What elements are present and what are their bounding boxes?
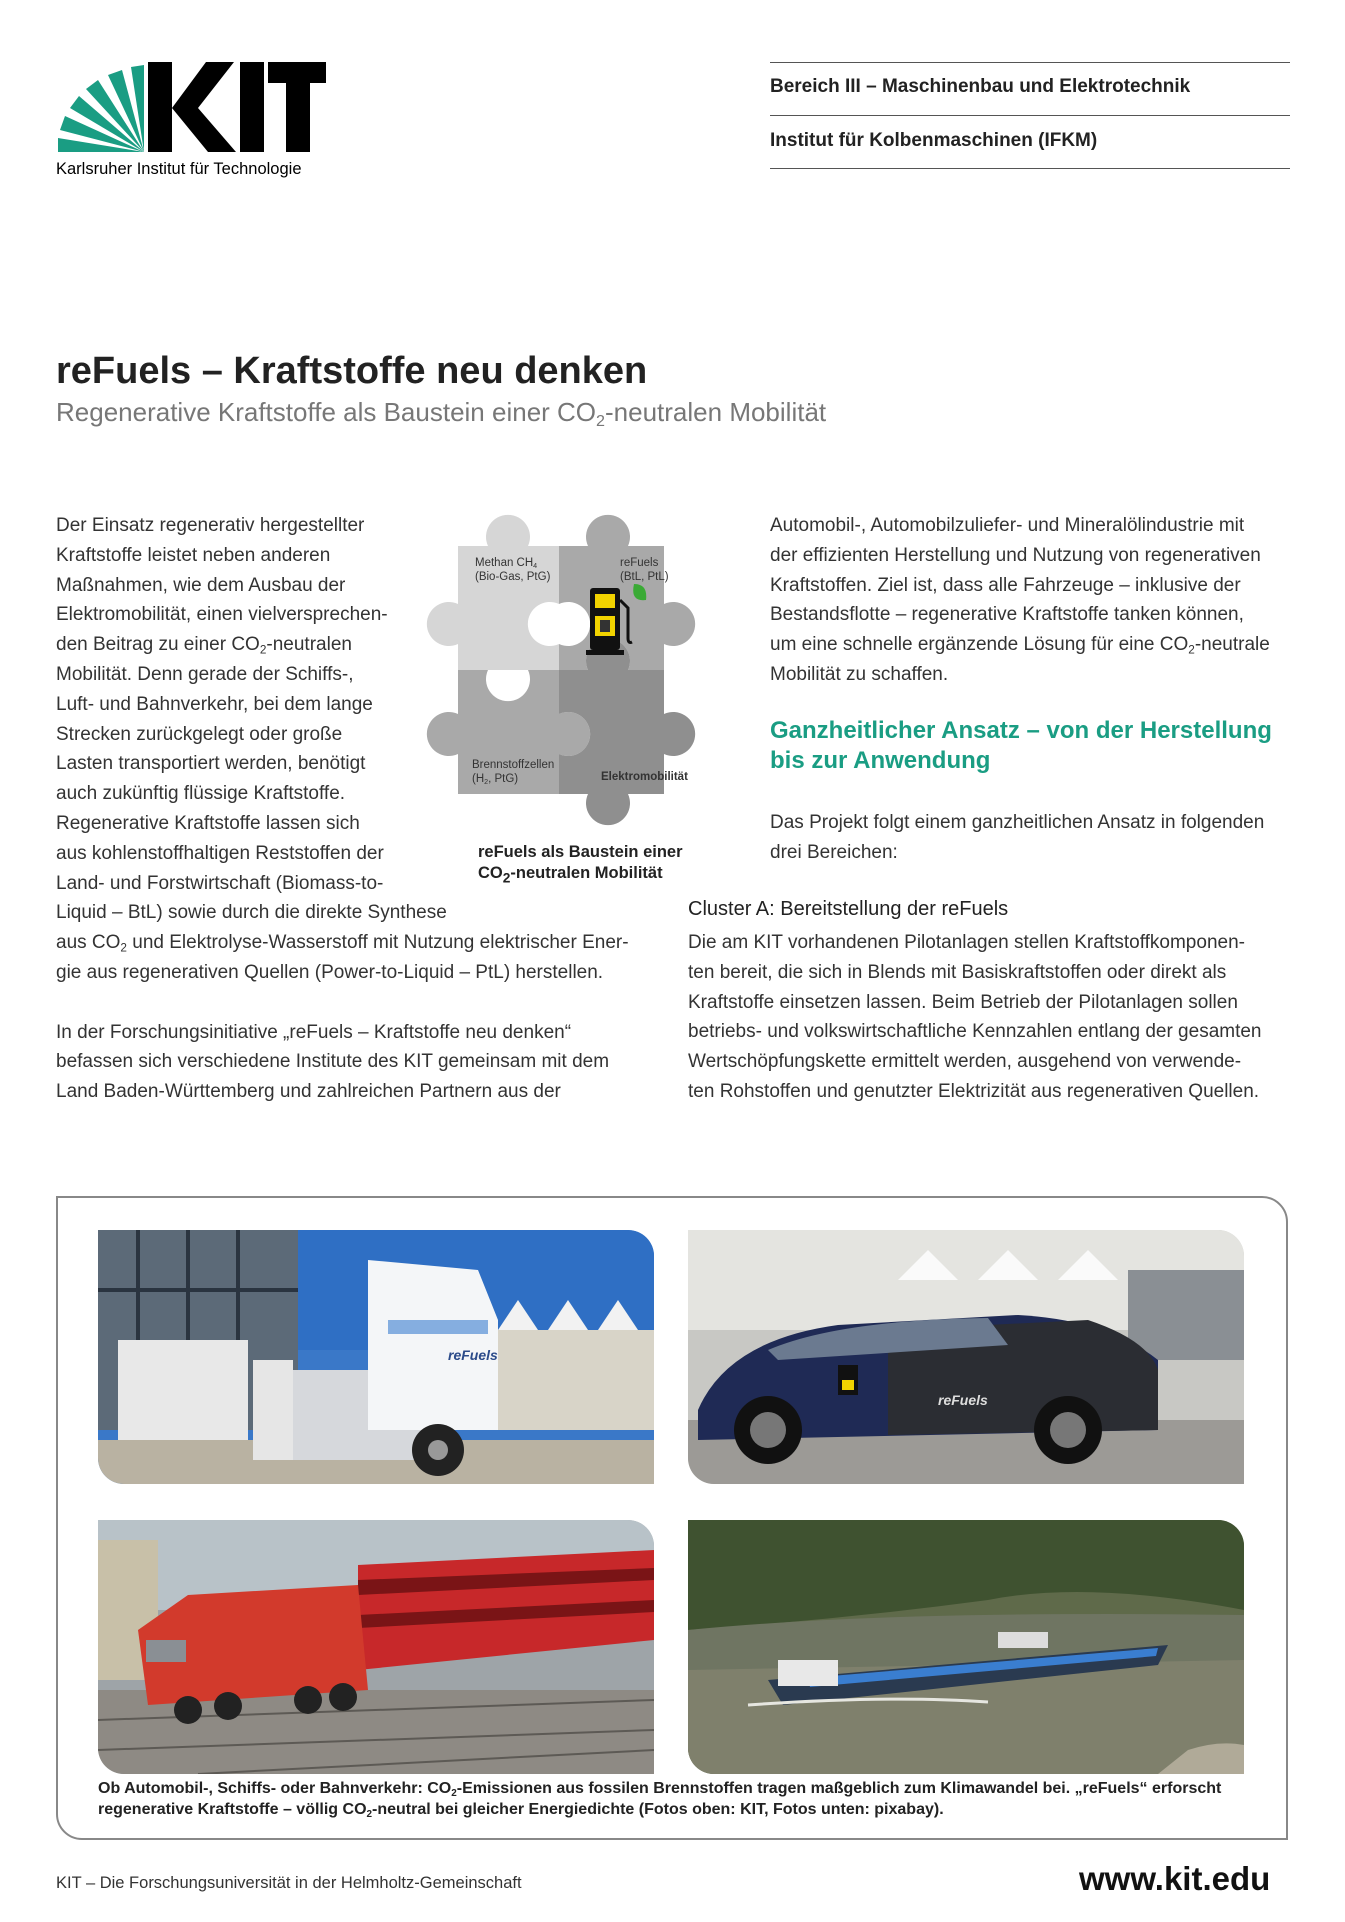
header-division: Bereich III – Maschinenbau und Elektrotechnik <box>770 76 1191 97</box>
puzzle-label-elektro: Elektromobilität <box>601 771 688 783</box>
puzzle-label-brennstoff: Brennstoffzellen ($H_2$, PtG) <box>472 759 555 787</box>
car-logo-text: reFuels <box>938 1392 988 1408</box>
photo-ship <box>688 1520 1244 1774</box>
photo-car <box>688 1230 1244 1484</box>
puzzle-piece-refuels <box>559 515 695 670</box>
section-heading: Ganzheitlicher Ansatz – von der Herstellung bis zur Anwendung <box>770 717 1272 774</box>
kit-logo[interactable] <box>56 58 326 188</box>
footer-tagline: KIT – Die Forschungsuniversität in der Helmholtz-Gemeinschaft <box>56 1874 522 1892</box>
puzzle-graphic <box>418 504 748 829</box>
truck-logo-text: reFuels <box>448 1347 498 1363</box>
page-subtitle: Regenerative Kraftstoffe als Baustein einer $CO_2$-neutralen Mobilität <box>56 397 827 430</box>
cluster-title: Cluster A: Bereitstellung der reFuels <box>688 898 1009 920</box>
right-column-text: Automobil-, Automobilzuliefer- und Mineralölindustrie mit der effizienten Herstellung und Nutzung von regenerativen Kraftstoffen. Ziel ist, dass alle Fahrzeuge – inklusive der Bestandsflotte – regenerative Kraftstoffe tanken können, um eine schnelle ergänzende Lösung für eine $CO_2$-neutrale Mobilität zu schaffen. <box>770 515 1270 685</box>
header-institute: Institut für Kolbenmaschinen (IFKM) <box>770 130 1098 151</box>
puzzle-piece-methan <box>427 515 559 670</box>
logo-subtitle: Karlsruher Institut für Technologie <box>56 160 302 178</box>
photo-truck <box>98 1230 654 1484</box>
section-intro: Das Projekt folgt einem ganzheitlichen Ansatz in folgenden drei Bereichen: <box>770 812 1265 863</box>
header-rule-bottom <box>770 168 1290 169</box>
puzzle-label-methan: Methan $CH_4$ (Bio-Gas, PtG) <box>475 557 551 583</box>
header-rule-top <box>770 62 1290 63</box>
photo-caption: Ob Automobil-, Schiffs- oder Bahnverkehr: $CO_2$-Emissionen aus fossilen Brennstoffen tragen maßgeblich zum Klimawandel bei. „reFuels“ erforscht regenerative Kraftstoffe – völlig $CO_2$-neutral bei gleicher Energiedichte (Fotos oben: KIT, Fotos unten: pixabay). <box>98 1780 1222 1820</box>
puzzle-pieces <box>418 504 748 829</box>
photo-train <box>98 1520 654 1774</box>
page-title: reFuels – Kraftstoffe neu denken <box>56 350 648 392</box>
left-column-text: Der Einsatz regenerativ hergestellter Kraftstoffe leistet neben anderen Maßnahmen, wie dem Ausbau der Elektromobilität, einen vielversprechen- den Beitrag zu einer $CO_2$-neutralen Mobilität. Denn gerade der Schiffs-, Luft- und Bahnverkehr, bei dem lange Strecken zurückgelegt oder große Lasten transportiert werden, benötigt auch zukünftig flüssige Kraftstoffe. Regenerative Kraftstoffe lassen sich aus kohlenstoffhaltigen Reststoffen der Land- und Forstwirtschaft (Biomass-to- Liquid – BtL) sowie durch die direkte Synthese aus $CO_2$ und Elektrolyse-Wasserstoff mit Nutzung elektrischer Ener- gie aus regenerativen Quellen (Power-to-Liquid – PtL) herstellen. In der Forschungsinitiative „reFuels – Kraftstoffe neu denken“ befassen sich verschiedene Institute des KIT gemeinsam mit dem Land Baden-Württemberg und zahlreichen Partnern aus der <box>56 515 629 1103</box>
cluster-text: Die am KIT vorhandenen Pilotanlagen stellen Kraftstoffkomponen- ten bereit, die sich in Blends mit Basiskraftstoffen oder direkt als Kraftstoffe einsetzen lassen. Beim Betrieb der Pilotanlagen sollen betriebs- und volkswirtschaftliche Kennzahlen entlang der gesamten Wertschöpfungskette ermittelt werden, ausgehend von verwende- ten Rohstoffen und genutzter Elektrizität aus regenerativen Quellen. <box>688 932 1262 1102</box>
footer-url-link[interactable]: www.kit.edu <box>1079 1860 1271 1897</box>
kit-logo-mark <box>56 58 326 158</box>
puzzle-caption: reFuels als Baustein einer $CO_2$-neutralen Mobilität <box>478 843 683 886</box>
puzzle-label-refuels: reFuels (BtL, PtL) <box>620 557 669 583</box>
header-rule-middle <box>770 115 1290 116</box>
